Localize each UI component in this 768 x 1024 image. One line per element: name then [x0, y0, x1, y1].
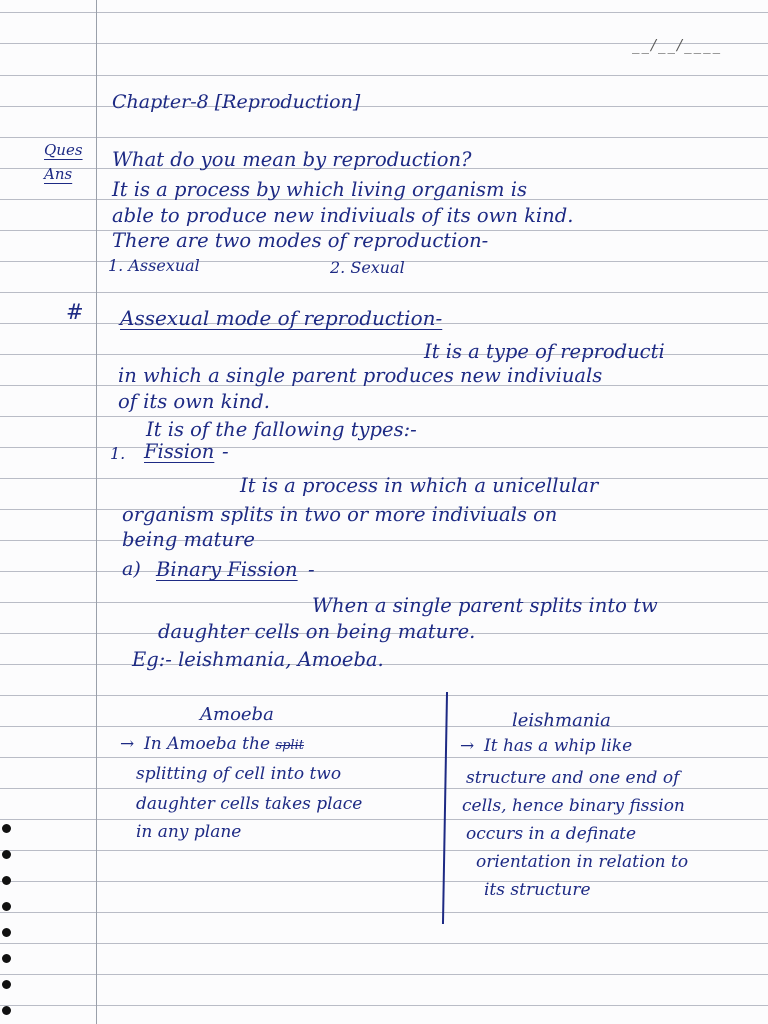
mode-sexual: 2. Sexual: [330, 258, 405, 277]
amoeba-line-4: in any plane: [136, 822, 242, 842]
spiral-binding: [0, 820, 16, 1024]
binary-line-2: daughter cells on being mature.: [158, 620, 476, 643]
struck-word: split: [275, 738, 304, 753]
fission-number: 1.: [110, 444, 126, 463]
answer-line-2: able to produce new indiviuals of its own kind.: [112, 204, 574, 227]
fission-dash: -: [222, 440, 229, 463]
mode-asexual: 1. Assexual: [108, 256, 200, 275]
chapter-title: Chapter-8 [Reproduction]: [112, 91, 361, 113]
amoeba-title: Amoeba: [200, 704, 274, 725]
amoeba-arrow: →: [120, 734, 135, 754]
asexual-line-3: of its own kind.: [118, 390, 270, 413]
leishmania-line-6: its structure: [484, 880, 591, 900]
binary-example: Eg:- leishmania, Amoeba.: [132, 648, 384, 671]
leishmania-title: leishmania: [512, 710, 611, 731]
fission-heading: Fission: [144, 440, 215, 463]
date-field: __/__/____: [632, 36, 723, 54]
amoeba-line-1: [144, 736, 304, 753]
asexual-line-4: It is of the fallowing types:-: [146, 418, 417, 441]
answer-line-1: It is a process by which living organism is: [112, 178, 527, 201]
fission-line-1: It is a process in which a unicellular: [240, 474, 599, 497]
asexual-line-1: It is a type of reproducti: [424, 340, 665, 363]
amoeba-line-2: splitting of cell into two: [136, 764, 342, 784]
heading-mark: #: [66, 300, 84, 324]
fission-line-3: being mature: [122, 528, 255, 551]
binary-line-1: When a single parent splits into tw: [312, 594, 658, 617]
leishmania-line-3: cells, hence binary fission: [462, 796, 685, 816]
asexual-heading: Assexual mode of reproduction-: [120, 306, 443, 330]
amoeba-line-1-text: In Amoeba the: [144, 734, 276, 754]
column-divider: [442, 692, 448, 924]
fission-line-2: organism splits in two or more indiviuals on: [122, 503, 558, 526]
answer-line-3: There are two modes of reproduction-: [112, 229, 489, 252]
leishmania-line-2: structure and one end of: [466, 768, 680, 788]
leishmania-line-1: It has a whip like: [484, 736, 633, 756]
ques-label: Ques: [44, 141, 83, 159]
question-text: What do you mean by reproduction?: [112, 148, 472, 171]
amoeba-line-3: daughter cells takes place: [136, 794, 363, 814]
leishmania-arrow: →: [460, 736, 475, 756]
binary-heading: Binary Fission: [156, 558, 298, 581]
leishmania-line-4: occurs in a definate: [466, 824, 637, 844]
asexual-line-2: in which a single parent produces new indiviuals: [118, 364, 603, 387]
leishmania-line-5: orientation in relation to: [476, 852, 689, 872]
ans-label: Ans: [44, 165, 73, 183]
binary-prefix: a): [122, 558, 141, 580]
margin-line: [96, 0, 97, 1024]
binary-dash: -: [308, 558, 315, 581]
